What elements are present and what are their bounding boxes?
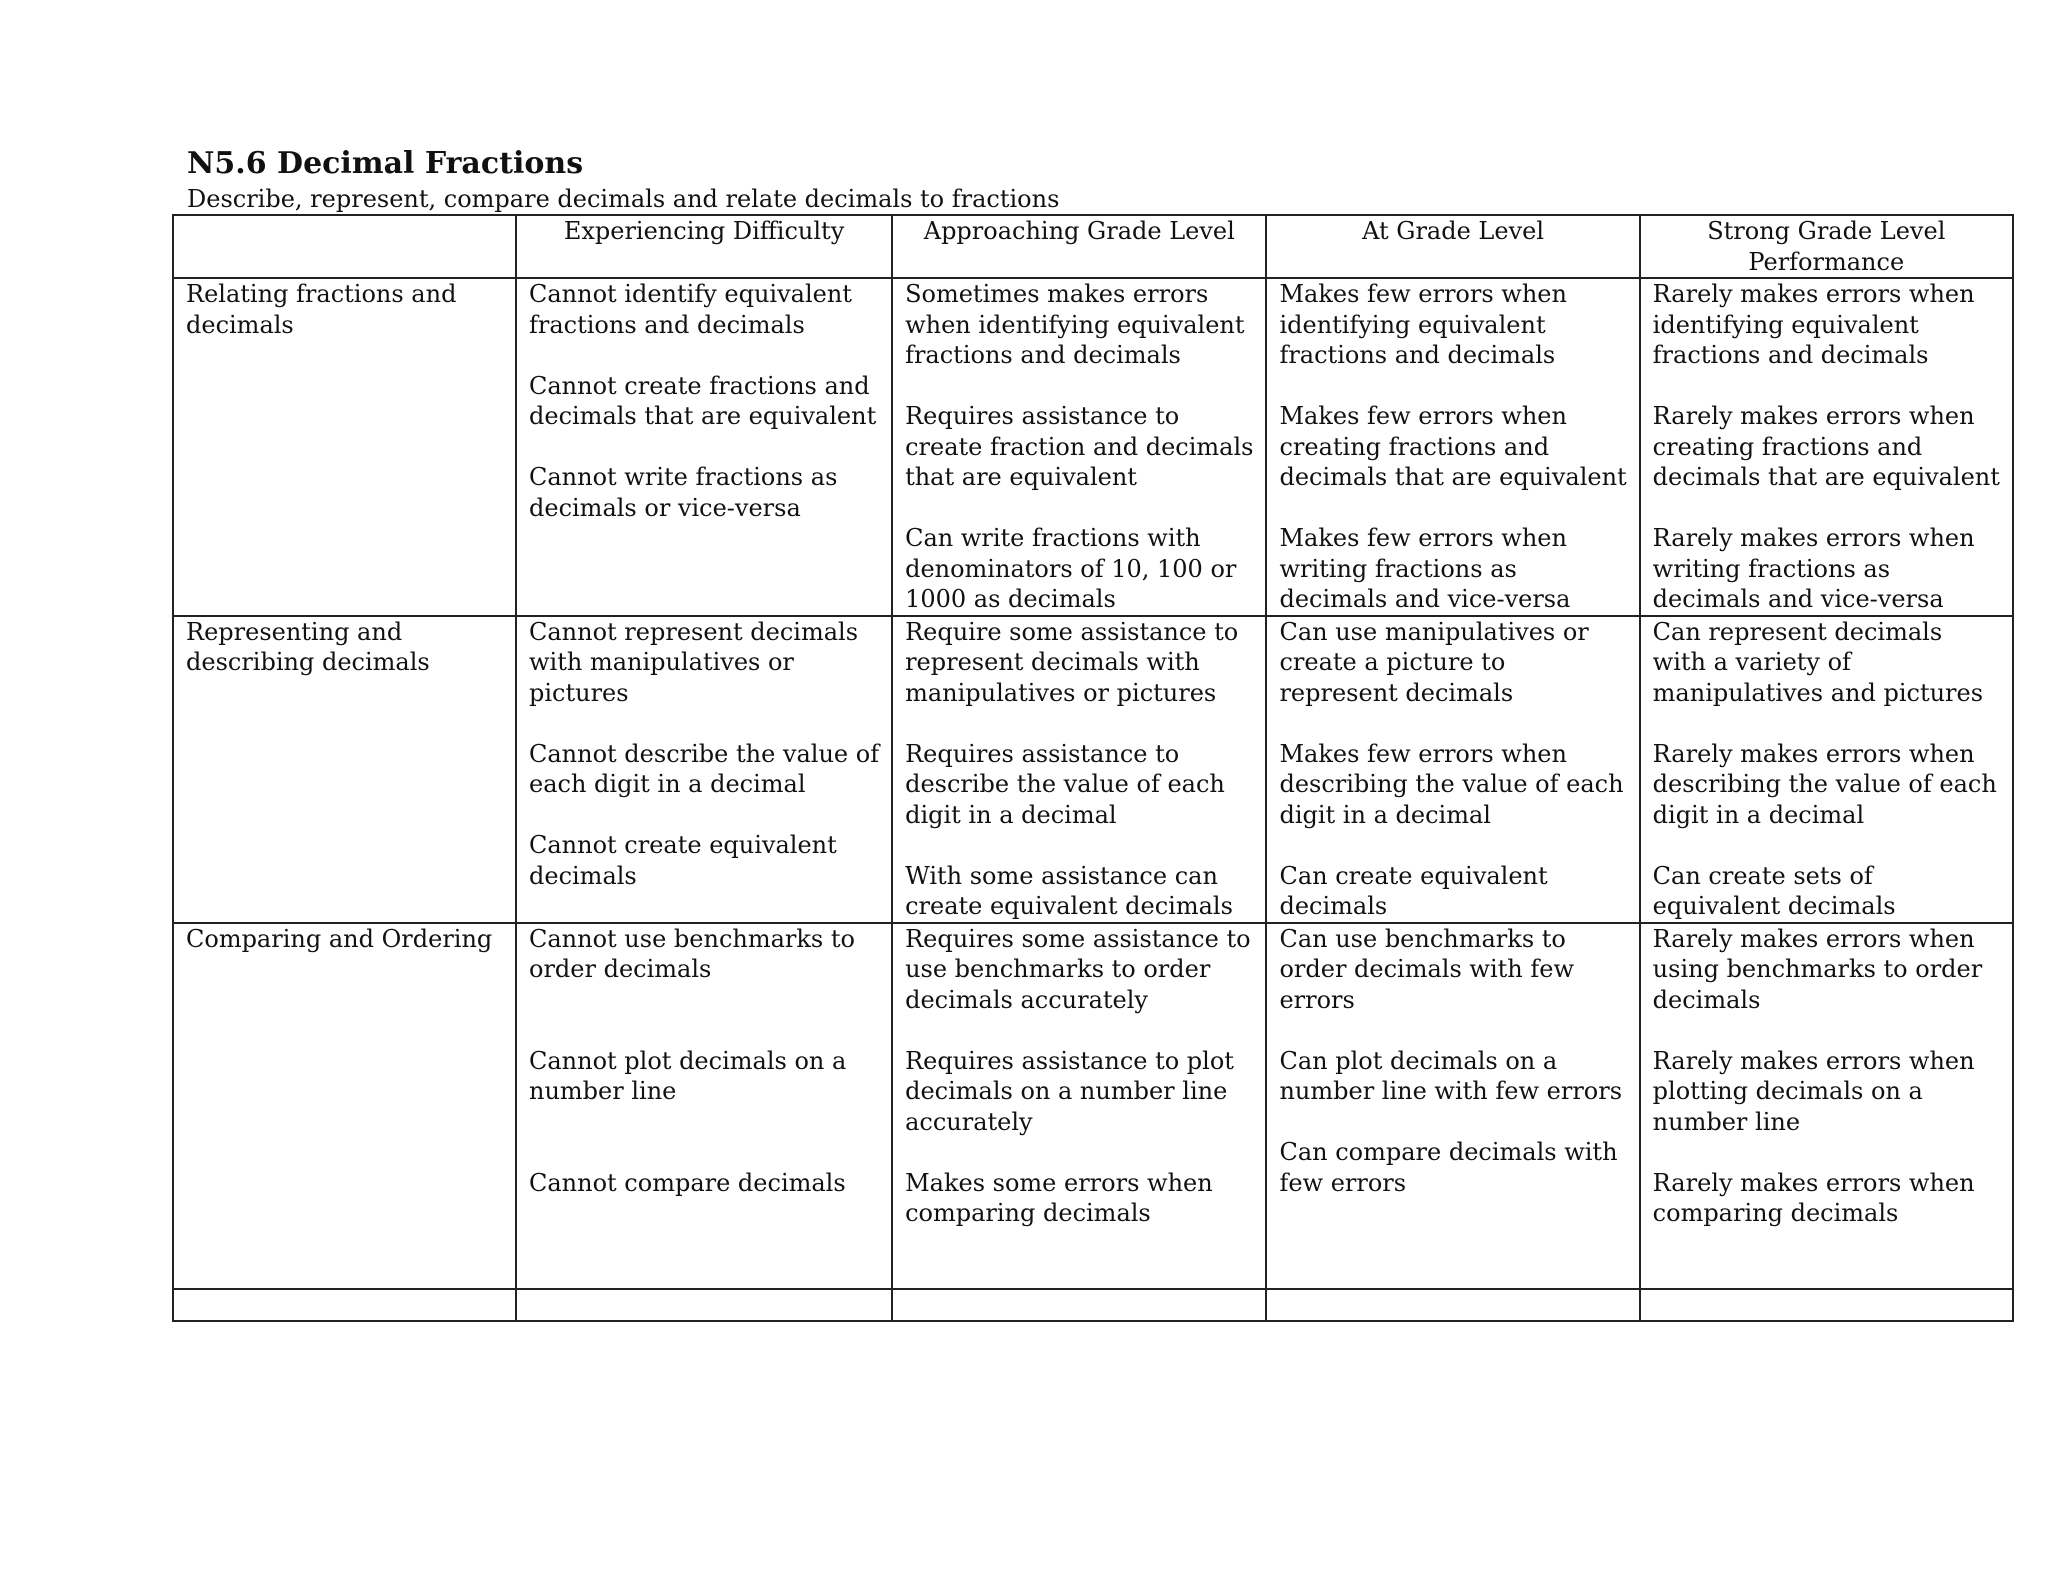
table-header-row (173, 215, 2013, 278)
cell-text-line: decimals and vice-versa (1279, 585, 1571, 613)
row-label-cell (173, 616, 516, 923)
cell-text-line: identifying equivalent (1279, 310, 1546, 339)
cell-text-line: Cannot create equivalent (529, 831, 837, 859)
empty-cell (173, 1289, 516, 1321)
cell-text-line: decimals (1279, 892, 1388, 920)
cell-text-line: fractions and decimals (1279, 341, 1556, 369)
cell-spacer-line (1279, 371, 1626, 402)
cell-text-line: create fraction and decimals (905, 432, 1254, 461)
cell-text-line: 1000 as decimals (905, 585, 1116, 613)
cell-text-line: Rarely makes errors when (1652, 924, 1975, 953)
cell-text-line: when identifying equivalent (905, 310, 1245, 339)
cell-spacer-line (529, 432, 879, 463)
cell-spacer-line (905, 830, 1253, 861)
cell-text-line: with a variety of (1652, 648, 1851, 676)
cell-text-line: number line (529, 1077, 677, 1105)
cell-text-line: Can plot decimals on a (1279, 1046, 1558, 1075)
cell-text-line: Makes few errors when (1279, 739, 1567, 768)
cell-text-line: Can use benchmarks to (1279, 924, 1566, 953)
page-subtitle: Describe, represent, compare decimals and relate decimals to fractions (187, 185, 1060, 213)
cell-spacer-line (905, 371, 1253, 402)
row-label-cell (173, 278, 516, 616)
cell-text-line: Can create equivalent (1279, 861, 1548, 890)
cell-text-line: order decimals with few (1279, 955, 1574, 983)
cell-text-line: describing the value of each (1279, 770, 1624, 798)
cell-spacer-line (1653, 1015, 2000, 1046)
cell-text-line: creating fractions and (1279, 432, 1550, 461)
cell-text-line: using benchmarks to order (1652, 955, 1983, 983)
cell-text-line: Requires assistance to plot (905, 1046, 1234, 1075)
cell-text-line: writing fractions as (1652, 554, 1891, 583)
cell-spacer-line (1279, 1015, 1626, 1046)
rubric-table (172, 214, 2014, 1322)
cell-text-line: Makes some errors when (905, 1168, 1213, 1197)
cell-spacer-line (1279, 830, 1626, 861)
cell-text-line: Sometimes makes errors (905, 280, 1209, 308)
cell-text-line: Cannot represent decimals (529, 617, 859, 646)
cell-text-line: Cannot plot decimals on a (529, 1046, 847, 1075)
cell-text-line: decimals that are equivalent (529, 402, 877, 430)
cell-spacer-line (905, 493, 1253, 524)
cell-text-line: equivalent decimals (1652, 892, 1896, 920)
cell-text-line: Requires some assistance to (905, 924, 1251, 953)
cell-text-line: that are equivalent (905, 463, 1137, 491)
cell-text-line: use benchmarks to order (905, 955, 1211, 983)
cell-spacer-line (186, 216, 503, 247)
cell-text-line: Can compare decimals with (1279, 1138, 1618, 1166)
cell-spacer-line (1279, 708, 1626, 739)
cell-text-line: Cannot compare decimals (529, 1168, 846, 1197)
cell-text-line: creating fractions and (1652, 432, 1923, 461)
cell-text-line: Cannot identify equivalent (529, 280, 852, 308)
cell-spacer-line (1653, 708, 2000, 739)
table-row (173, 923, 2013, 1289)
empty-cell (1640, 1289, 2013, 1321)
cell-text-line: Cannot use benchmarks to (529, 924, 855, 953)
cell-text-line: Can create sets of (1652, 861, 1873, 890)
rubric-cell (892, 923, 1266, 1289)
cell-text-line: with manipulatives or (529, 648, 794, 676)
cell-text-line: digit in a decimal (905, 800, 1117, 829)
cell-text-line: decimals that are equivalent (1652, 463, 2000, 491)
cell-text-line: Rarely makes errors when (1652, 524, 1975, 552)
cell-text-line: Performance (1748, 247, 1905, 276)
row-label-cell (173, 923, 516, 1289)
cell-text-line: represent decimals with (905, 648, 1200, 676)
cell-text-line: manipulatives or pictures (905, 678, 1217, 707)
cell-spacer-line (529, 985, 879, 1016)
cell-text-line: decimals or vice-versa (529, 493, 801, 522)
cell-text-line: identifying equivalent (1652, 310, 1919, 339)
cell-text-line: manipulatives and pictures (1652, 678, 1984, 707)
cell-text-line: Cannot create fractions and (529, 371, 870, 400)
header-cell-blank (173, 215, 516, 278)
cell-text-line: decimals (186, 310, 294, 339)
cell-spacer-line (1653, 830, 2000, 861)
rubric-cell (1266, 616, 1639, 923)
cell-text-line: Cannot write fractions as (529, 463, 838, 491)
cell-text-line: create a picture to (1279, 648, 1506, 676)
cell-text-line: Makes few errors when (1279, 402, 1567, 430)
cell-spacer-line (905, 1015, 1253, 1046)
cell-text-line: plotting decimals on a (1652, 1077, 1923, 1105)
cell-spacer-line (529, 708, 879, 739)
cell-text-line: fractions and decimals (1652, 341, 1929, 369)
cell-text-line: Strong Grade Level (1707, 217, 1946, 245)
empty-cell (1266, 1289, 1639, 1321)
cell-text-line: Makes few errors when (1279, 280, 1567, 308)
cell-text-line: Rarely makes errors when (1652, 1168, 1975, 1197)
cell-text-line: Rarely makes errors when (1652, 1046, 1975, 1075)
cell-spacer-line (905, 1137, 1253, 1168)
cell-text-line: number line (1652, 1107, 1801, 1136)
rubric-cell (516, 616, 892, 923)
cell-text-line: create equivalent decimals (905, 892, 1233, 920)
rubric-cell (1640, 616, 2013, 923)
cell-text-line: each digit in a decimal (529, 770, 806, 798)
cell-spacer-line (1279, 493, 1626, 524)
cell-text-line: describing decimals (186, 648, 430, 676)
table-row (173, 616, 2013, 923)
cell-text-line: Requires assistance to (905, 402, 1180, 430)
cell-text-line: Rarely makes errors when (1652, 402, 1975, 430)
cell-text-line: Can use manipulatives or (1279, 617, 1589, 646)
header-cell-experiencing-difficulty (516, 215, 892, 278)
empty-cell (516, 1289, 892, 1321)
cell-text-line: decimals on a number line (905, 1077, 1228, 1105)
cell-text-line: At Grade Level (1362, 217, 1545, 245)
cell-spacer-line (529, 1107, 879, 1138)
cell-spacer-line (529, 800, 879, 831)
empty-table-row (173, 1289, 2013, 1321)
cell-text-line: Require some assistance to (905, 617, 1239, 646)
cell-text-line: represent decimals (1279, 678, 1514, 707)
cell-spacer-line (1653, 371, 2000, 402)
cell-text-line: Relating fractions and (186, 280, 457, 308)
cell-text-line: Comparing and Ordering (186, 924, 493, 953)
cell-spacer-line (1653, 1137, 2000, 1168)
cell-text-line: errors (1279, 985, 1355, 1014)
cell-text-line: comparing decimals (1652, 1199, 1899, 1227)
cell-text-line: accurately (905, 1107, 1033, 1136)
header-cell-strong-grade-level (1640, 215, 2013, 278)
cell-text-line: Requires assistance to (905, 739, 1180, 768)
cell-spacer-line (1653, 493, 2000, 524)
cell-text-line: With some assistance can (905, 861, 1218, 890)
cell-text-line: fractions and decimals (529, 310, 805, 339)
empty-cell (892, 1289, 1266, 1321)
cell-text-line: denominators of 10, 100 or (905, 554, 1237, 583)
cell-text-line: comparing decimals (905, 1199, 1151, 1227)
page-title: N5.6 Decimal Fractions (187, 146, 584, 181)
cell-spacer-line (905, 708, 1253, 739)
cell-text-line: Approaching Grade Level (923, 217, 1235, 245)
cell-text-line: few errors (1279, 1168, 1407, 1197)
rubric-cell (1640, 923, 2013, 1289)
rubric-cell (516, 923, 892, 1289)
cell-text-line: Can represent decimals (1652, 617, 1943, 646)
cell-spacer-line (529, 340, 879, 371)
cell-text-line: Representing and (186, 617, 403, 646)
cell-text-line: Rarely makes errors when (1652, 739, 1975, 768)
cell-text-line: Can write fractions with (905, 524, 1201, 552)
cell-text-line: digit in a decimal (1652, 800, 1865, 829)
cell-text-line: Rarely makes errors when (1652, 280, 1975, 308)
rubric-cell (1266, 923, 1639, 1289)
rubric-cell (1266, 278, 1639, 616)
rubric-cell (892, 616, 1266, 923)
cell-text-line: describing the value of each (1652, 770, 1997, 798)
cell-text-line: decimals that are equivalent (1279, 463, 1627, 491)
cell-spacer-line (529, 1015, 879, 1046)
cell-text-line: writing fractions as (1279, 554, 1517, 583)
cell-text-line: Experiencing Difficulty (563, 217, 845, 245)
cell-text-line: decimals (529, 861, 637, 890)
cell-text-line: fractions and decimals (905, 341, 1181, 369)
header-cell-approaching-grade-level (892, 215, 1266, 278)
cell-spacer-line (529, 1137, 879, 1168)
cell-text-line: decimals (1652, 985, 1761, 1014)
rubric-cell (892, 278, 1266, 616)
rubric-cell (1640, 278, 2013, 616)
header-cell-at-grade-level (1266, 215, 1639, 278)
cell-text-line: digit in a decimal (1279, 800, 1491, 829)
cell-text-line: decimals and vice-versa (1652, 585, 1944, 613)
cell-text-line: pictures (529, 678, 629, 707)
cell-text-line: Cannot describe the value of (529, 739, 880, 768)
cell-text-line: decimals accurately (905, 985, 1148, 1014)
cell-spacer-line (1279, 1107, 1626, 1138)
rubric-cell (516, 278, 892, 616)
cell-text-line: order decimals (529, 955, 712, 983)
cell-text-line: describe the value of each (905, 770, 1225, 798)
table-row (173, 278, 2013, 616)
cell-text-line: Makes few errors when (1279, 524, 1567, 552)
cell-text-line: number line with few errors (1279, 1077, 1623, 1105)
